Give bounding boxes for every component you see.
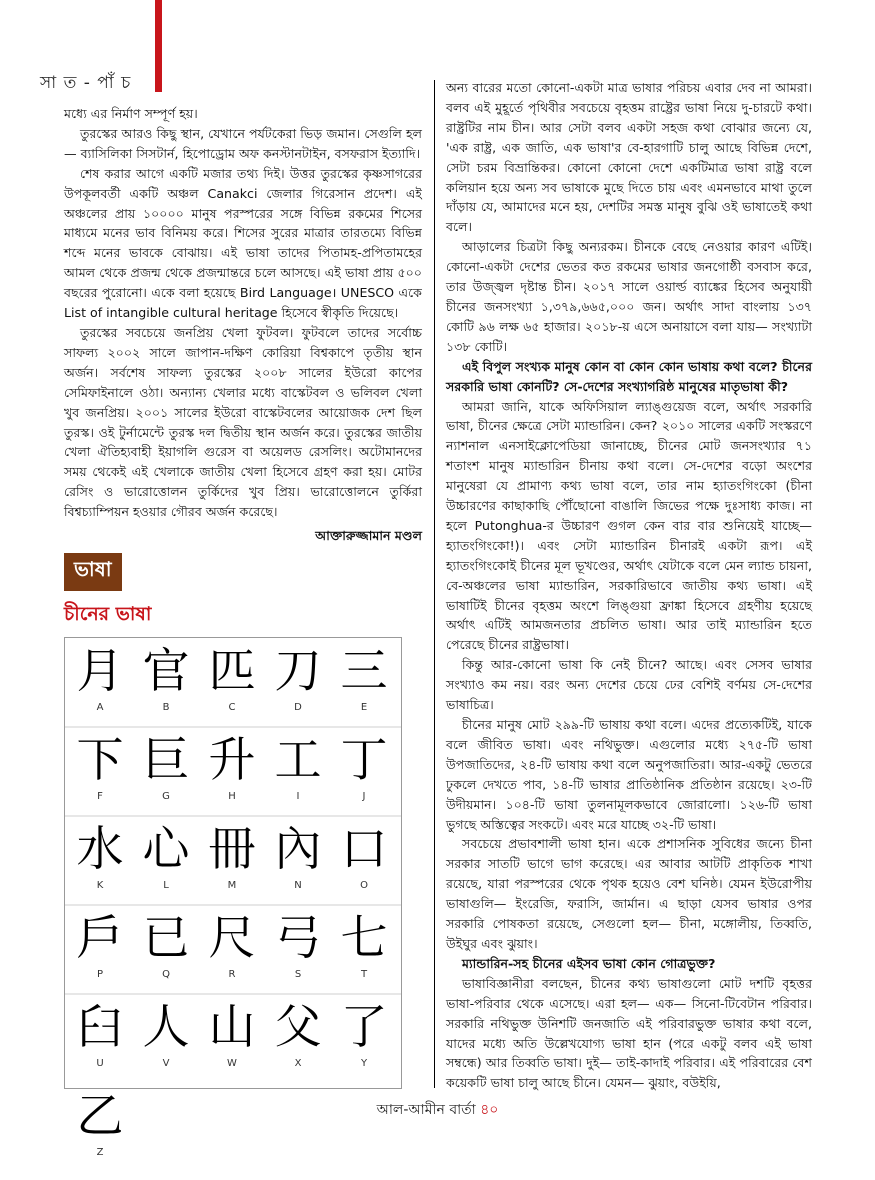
chinese-character: 官 [142,644,190,699]
character-letter-label: G [162,791,170,802]
right-paragraph-3: এই বিপুল সংখ্যক মানুষ কোন বা কোন কোন ভাষায় কথা বলে? চীনের সরকারি ভাষা কোনটি? সে-দেশের সংখ্যাগরিষ্ঠ মানুষের মাতৃভাষা কী? [446,358,812,394]
character-letter-label: Q [162,969,170,980]
character-cell [67,994,133,1080]
page-number: ৪০ [480,1102,499,1118]
character-letter-label: R [228,969,236,980]
character-letter-label: T [360,969,368,980]
character-cell [331,905,397,991]
chinese-character-chart [64,637,402,1158]
chinese-character: 尺 [208,911,256,966]
chinese-character: 弓 [274,911,322,966]
character-letter-label: A [96,702,104,713]
right-paragraph-2: আড়ালের চিত্রটা কিছু অন্যরকম। চীনকে বেছে নেওয়ার কারণ এটিই। কোনো-একটা দেশের ভেতর কত রকমের ভাষার জনগোষ্ঠী বসবাস করে, তার উজ্জ্বল দৃষ্টান্ত চীন। ২০১৭ সালে ওয়ার্ল্ড ব্যাঙ্কের হিসেব অনুযায়ী চীনের জনসংখ্যা ১,৩৭৯,৬৬৫,০০০ জন। অর্থাৎ সাদা বাংলায় ১৩৭ কোটি ৯৬ লক্ষ ৬৫ হাজার। ২০১৮-য় এসে অনায়াসে বলা যায়— সংখ্যাটা ১৩৮ কোটি। [446,239,812,354]
character-cell [133,727,199,813]
chinese-character: 丁 [340,733,388,788]
character-cell [133,816,199,902]
character-cell [199,816,265,902]
character-cell [331,994,397,1080]
chinese-character: 工 [274,733,322,788]
left-paragraph-1: মধ্যে এর নির্মাণ সম্পূর্ণ হয়। [64,106,198,121]
character-cell [133,994,199,1080]
character-letter-label: Y [360,1058,368,1069]
character-cell [265,816,331,902]
right-paragraph-1: অন্য বারের মতো কোনো-একটা মাত্র ভাষার পরিচয় এবার দেব না আমরা। বলব এই মুহূর্তে পৃথিবীর সবচেয়ে বৃহত্তম রাষ্ট্রের ভাষা নিয়ে দু-চারটে কথা। রাষ্ট্রটির নাম চীন। আর সেটা বলব একটা সহজ কথা বোঝার জন্যে যে, 'এক রাষ্ট্র, এক জাতি, এক ভাষা'র বে-হারগাটি চালু আছে বিভিন্ন দেশে, সেটা চরম বিভ্রান্তিকর। কোনো কোনো দেশে একটিমাত্র ভাষা রাষ্ট্র বলে কলিয়ান হয়ে অন্য সব ভাষাকে মুছে দিতে চায় এবং এমনভাবে মাথা তুলে দাঁড়ায় যে, আমাদের মনে হয়, দেশটির সমস্ত মানুষ বুঝি ওই ভাষাতেই কথা বলে। [446,80,812,235]
chinese-character: 水 [76,822,124,877]
character-cell [265,638,331,724]
chinese-character: 三 [340,644,388,699]
character-letter-label: X [294,1058,302,1069]
left-column [64,104,422,548]
chinese-character: 月 [76,644,124,699]
character-cell [199,905,265,991]
chinese-character: 人 [142,1000,190,1055]
left-paragraph-2: তুরস্কের আরও কিছু স্থান, যেখানে পর্যটকেরা ভিড় জমান। সেগুলি হল— ব্যাসিলিকা সিসটার্ন, হিপোড্রোম অফ কনস্টানটাইন, বসফরাস ইত্যাদি। [64,125,422,161]
chinese-character: 戶 [76,911,124,966]
character-cell [265,905,331,991]
character-cell [265,994,331,1080]
right-paragraph-9: ভাষাবিজ্ঞানীরা বলছেন, চীনের কথ্য ভাষাগুলো মোট দশটি বৃহত্তর ভাষা-পরিবার থেকে এসেছে। এরা হল— এক— সিনো-টিবেটান পরিবার। সরকারি নথিভুক্ত উনিশটি জনজাতি এই পরিবারভুক্ত ভাষার কথা বলে, যাদের মধ্যে অতি উল্লেখযোগ্য ভাষা হান (পরে একটু বলব এই ভাষা সম্বন্ধে) আর তিব্বতি ভাষা। দুই— তাই-কাদাই পরিবার। এই পরিবারের বেশ কয়েকটি ভাষা চালু আছে চীনে। যেমন— ঝুয়াং, বউইয়ি, [446,975,812,1091]
chinese-character: 冊 [208,822,256,877]
character-letter-label: L [163,880,169,891]
character-letter-label: W [227,1058,237,1069]
character-letter-label: H [228,791,236,802]
chinese-character: 山 [208,1000,256,1055]
chinese-character: 乙 [76,1089,124,1144]
character-cell [67,816,133,902]
character-cell [133,905,199,991]
character-cell [67,727,133,813]
character-letter-label: V [162,1058,170,1069]
character-cell [67,1083,133,1169]
character-letter-label: N [294,880,302,891]
right-column [446,78,812,1093]
chinese-character: 七 [340,911,388,966]
chinese-character: 下 [76,733,124,788]
left-paragraph-3: শেষ করার আগে একটি মজার তথ্য দিই। উত্তর তুরস্কের কৃষ্ণসাগরের উপকূলবর্তী একটি অঞ্চল Canakci জেলার গিরেসান প্রদেশ। এই অঞ্চলের প্রায় ১০০০০ মানুষ পরস্পরের সঙ্গে বিভিন্ন রকমের শিসের মাধ্যমে মনের ভাব বিনিময় করে। শিসের সুরের মাত্রার তারতম্যে বিভিন্ন শব্দে মনের ভাবকে বোঝায়। এই ভাষা তাদের পিতামহ-প্রপিতামহের আমল থেকে প্রজন্ম থেকে প্রজন্মান্তরে চলে আসছে। এই ভাষা প্রায় ৫০০ বছরের পুরোনো। একে বলা হয়েছে Bird Language। UNESCO একে List of intangible cultural heritage হিসেবে স্বীকৃতি দিয়েছে। [64,165,422,321]
character-letter-label: J [362,791,366,802]
character-letter-label: M [227,880,237,891]
character-cell [133,638,199,724]
right-paragraph-5: কিন্তু আর-কোনো ভাষা কি নেই চীনে? আছে। এবং সেসব ভাষার সংখ্যাও কম নয়। বরং অন্য দেশের চেয়ে ঢের বেশিই বর্ণময় সে-দেশের ভাষাচিত্র। [446,657,812,713]
author-signature: আক্তারুজ্জামান মণ্ডল [315,528,422,544]
character-letter-label: E [360,702,368,713]
chinese-character: 心 [142,822,190,877]
character-letter-label: C [228,702,236,713]
character-cell [331,727,397,813]
character-letter-label: U [96,1058,104,1069]
character-cell [67,638,133,724]
chinese-character: 父 [274,1000,322,1055]
page-label: সা ত - পাঁ চ [40,73,132,93]
chinese-character: 刀 [274,644,322,699]
character-letter-label: I [296,791,300,802]
character-letter-label: B [162,702,170,713]
chinese-character: 臼 [76,1000,124,1055]
character-letter-label: P [96,969,104,980]
character-cell [331,638,397,724]
chinese-character: 巨 [142,733,190,788]
character-letter-label: O [360,880,368,891]
character-letter-label: S [294,969,302,980]
right-paragraph-6: চীনের মানুষ মোট ২৯৯-টি ভাষায় কথা বলে। এদের প্রত্যেকটিই, যাকে বলে জীবিত ভাষা। এবং নথিভুক্ত। এগুলোর মধ্যে ২৭৫-টি ভাষা উপজাতিদের, ২৪-টি ভাষায় কথা বলে অনুপজাতিরা। আর-একটু ভেতরে ঢুকলে দেখতে পাব, ১৪-টি ভাষার প্রাতিষ্ঠানিক প্রতিষ্ঠান রয়েছে। ২৩-টি উদীয়মান। ১০৪-টি ভাষা তুলনামূলকভাবে জোরালো। ১২৬-টি ভাষা ভুগছে অস্তিত্বের সংকটে। এবং মরে যাচ্ছে ৩২-টি ভাষা। [446,717,812,832]
right-paragraph-8: ম্যান্ডারিন-সহ চীনের এইসব ভাষা কোন গোত্রভুক্ত? [462,955,716,971]
header-red-bar [155,0,162,92]
chinese-character: 內 [274,822,322,877]
character-cell [331,816,397,902]
page-footer [0,1098,875,1122]
character-cell [265,727,331,813]
character-cell [199,994,265,1080]
section-subtitle: চীনের ভাষা [64,603,152,625]
section-badge: ভাষা [64,553,122,591]
character-letter-label: K [96,880,104,891]
column-divider [434,80,435,1088]
right-paragraph-4: আমরা জানি, যাকে অফিসিয়াল ল্যাঙ্গুয়েজ বলে, অর্থাৎ সরকারি ভাষা, চীনের ক্ষেত্রে সেটা ম্যান্ডারিন। কেন? ২০১০ সালের একটি সংস্করণে ন্যাশনাল এনসাইক্লোপেডিয়া জানাচ্ছে, চীনের মোট জনসংখ্যার ৭১ শতাংশ মানুষ ম্যান্ডারিন চীনায় কথা বলে। সে-দেশের বড়ো অংশের মানুষেরা যে প্রামাণ্য কথ্য ভাষা বলে, তার নাম হ্যাতংগিংকো (চীনা উচ্চারণের কাছাকাছি পৌঁছোনো বাঙালি জিভের পক্ষে দুঃসাধ্য কাজ। না হলে Putonghua-র উচ্চারণ গুগল কেন বার বার শুনিয়েই যাচ্ছে— হ্যাতংগিংকো!)। এবং সেটা ম্যান্ডারিন চীনারই একটা রূপ। এই হ্যাতংগিংকোই চীনের মূল ভূখণ্ডের, অর্থাৎ যেটাকে বলে মেন ল্যান্ড চায়না, বে-অঞ্চলের ভাষা ম্যান্ডারিন, সরকারিভাবে জাতীয় কথ্য ভাষা। এই ভাষাটিই চীনের বৃহত্তম অংশে লিঙ্গুয়া ফ্রাঙ্কা হিসেবে গ্রহণীয় হয়েছে অর্থাৎ এটিই আমজনতার প্রচলিত ভাষা। আর তাই ম্যান্ডারিন হতে পেরেছে চীনের রাষ্ট্রভাষা। [446,398,812,653]
chinese-character: 升 [208,733,256,788]
right-paragraph-7: সবচেয়ে প্রভাবশালী ভাষা হান। একে প্রশাসনিক সুবিধের জন্যে চীনা সরকার সাতটি ভাগে ভাগ করেছে। এর আবার আটটি প্রাকৃতিক শাখা রয়েছে, যারা পরস্পরের থেকে পৃথক হয়েও বেশ ঘনিষ্ঠ। যেমন ইউরোপীয় ভাষাগুলি— ইংরেজি, ফরাসি, জার্মান। এ ছাড়া যেসব ভাষার ওপর সরকারি পোষকতা রয়েছে, সেগুলো হল— চীনা, মঙ্গোলীয়, তিব্বতি, উইঘুর এবং ঝুয়াং। [446,836,812,951]
character-letter-label: F [97,791,103,802]
chinese-character: 了 [340,1000,388,1055]
chinese-character: 口 [340,822,388,877]
character-letter-label: D [294,702,302,713]
character-cell [199,638,265,724]
chinese-character: 匹 [208,644,256,699]
chinese-character: 已 [142,911,190,966]
character-cell [67,905,133,991]
left-paragraph-4: তুরস্কের সবচেয়ে জনপ্রিয় খেলা ফুটবল। ফুটবলে তাদের সর্বোচ্চ সাফল্য ২০০২ সালে জাপান-দক্ষিণ কোরিয়া বিশ্বকাপে তৃতীয় স্থান অর্জন। সর্বশেষ সাফল্য তুরস্কের ২০০৮ সালের ইউরো কাপের সেমিফাইনালে ওঠা। অন্যান্য খেলার মধ্যে বাস্কেটবল ও ভলিবল খেলা খুব জনপ্রিয়। ২০০১ সালের ইউরো বাস্কেটবলের আয়োজক দেশ ছিল তুরস্ক। ওই টুর্নামেন্টে তুরস্ক দল দ্বিতীয় স্থান অর্জন করে। তুরস্কের জাতীয় খেলা ঐতিহ্যবাহী ইয়াগলি গুরেস বা অয়েলড রেসলিং। অটোমানদের সময় থেকেই এই খেলাকে জাতীয় খেলা হিসেবে গ্রহণ করা হয়। মোটর রেসিং ও ভারোত্তোলন তুর্কিদের খুব প্রিয়। ভারোত্তোলনে তুর্কিরা বিশ্বচ্যাম্পিয়ন হওয়ার গৌরব অর্জন করেছে। [64,324,422,520]
publication-name: আল-আমীন বার্তা [376,1102,476,1118]
character-cell [199,727,265,813]
character-letter-label: Z [96,1147,104,1158]
